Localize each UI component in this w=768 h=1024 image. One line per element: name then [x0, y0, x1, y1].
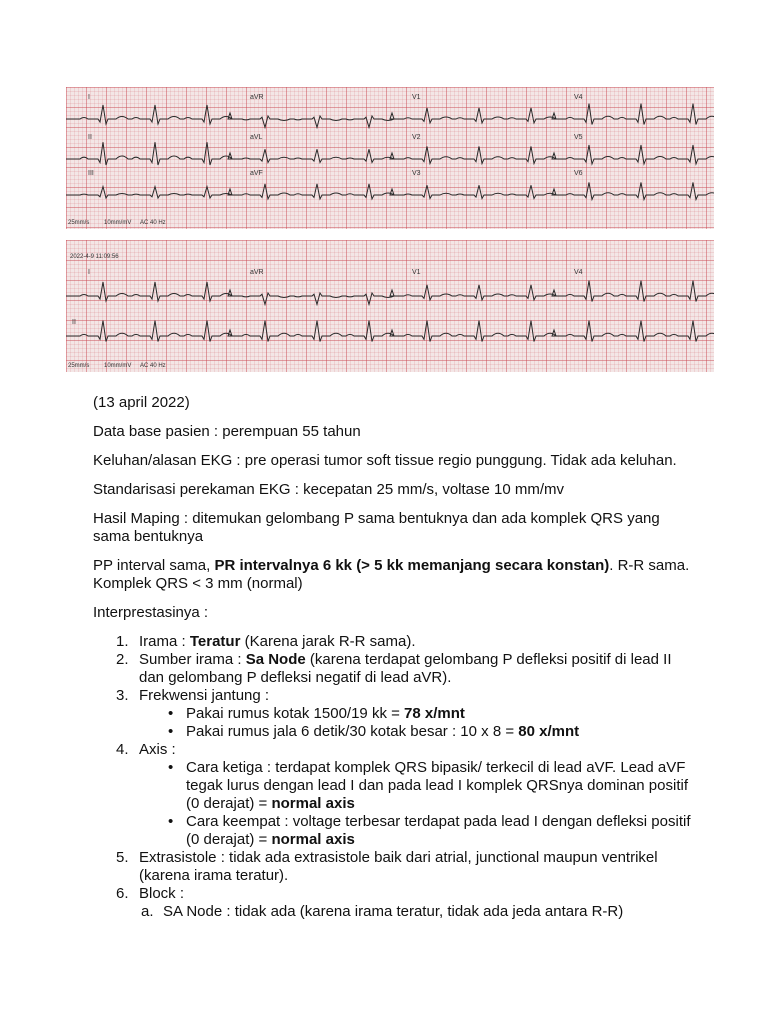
strip2-footer-text: 10mm/mV	[104, 363, 132, 369]
lead-label-avf: aVF	[250, 170, 263, 177]
lead-label-i: I	[88, 269, 90, 276]
list-item-extrasystole: 5. Extrasistole : tidak ada extrasistole baik dari atrial, junctional maupun ventrikel (karena irama teratur).	[116, 849, 658, 884]
lead-label-i: I	[88, 94, 90, 101]
ecg-trace-strip-1	[66, 87, 714, 229]
block-sublist	[139, 903, 693, 921]
list-item-six-second-method: • Pakai rumus jala 6 detik/30 kotak besar : 10 x 8 = 80 x/mnt	[186, 723, 693, 741]
patient-info: Data base pasien : perempuan 55 tahun	[93, 423, 361, 440]
lead-label-avr: aVR	[250, 269, 264, 276]
list-item-box-method: • Pakai rumus kotak 1500/19 kk = 78 x/mnt	[186, 705, 693, 723]
mapping-result: Hasil Maping : ditemukan gelombang P sama bentuknya dan ada komplek QRS yang sama bentuknya	[93, 510, 660, 545]
lead-label-v1: V1	[412, 94, 421, 101]
ecg-rhythm-row	[66, 321, 714, 342]
list-item-sa-node: a. SA Node : tidak ada (karena irama teratur, tidak ada jeda antara R-R)	[141, 903, 624, 920]
strip1-footer-text: AC 40 Hz	[140, 220, 166, 226]
ecg-strip-2	[66, 240, 714, 372]
document-body	[93, 394, 693, 921]
lead-label-avr: aVR	[250, 94, 264, 101]
interpretation-heading: Interprestasinya :	[93, 604, 209, 621]
lead-label-v2: V2	[412, 134, 421, 141]
strip2-header-text: 2022-4-9 11:09:56	[70, 254, 119, 260]
lead-label-iii: III	[88, 170, 94, 177]
lead-label-v6: V6	[574, 170, 583, 177]
lead-label-v4: V4	[574, 269, 583, 276]
list-item-rhythm: 1. Irama : Teratur (Karena jarak R-R sama).	[116, 633, 416, 650]
ecg-lead-row-1	[66, 104, 714, 128]
lead-label-avl: aVL	[250, 134, 263, 141]
axis-methods	[139, 759, 693, 849]
list-item-axis-method-4: • Cara keempat : voltage terbesar terdapat pada lead I dengan defleksi positif (0 derajat) = normal axis	[186, 813, 693, 849]
strip2-footer-text: 25mm/s	[68, 363, 90, 369]
lead-label-v5: V5	[574, 134, 583, 141]
list-item-rhythm-source: 2. Sumber irama : Sa Node (karena terdapat gelombang P defleksi positif di lead II dan gelombang P defleksi negatif di lead aVR).	[116, 651, 672, 686]
list-item-axis-method-3: • Cara ketiga : terdapat komplek QRS bipasik/ terkecil di lead aVF. Lead aVF tegak lurus dengan lead I dan pada lead I komplek QRSnya dominan positif (0 derajat) = normal axis	[186, 759, 693, 813]
strip2-footer-text: AC 40 Hz	[140, 363, 166, 369]
lead-label-v1: V1	[412, 269, 421, 276]
interpretation-list	[93, 633, 693, 921]
complaint-text: Keluhan/alasan EKG : pre operasi tumor soft tissue regio punggung. Tidak ada keluhan.	[93, 452, 677, 469]
record-date: (13 april 2022)	[93, 394, 190, 411]
strip1-footer-text: 25mm/s	[68, 220, 90, 226]
lead-label-ii: II	[88, 134, 92, 141]
heart-rate-methods	[139, 705, 693, 741]
ecg-lead-row-1	[66, 281, 714, 305]
interval-findings: PP interval sama, PR intervalnya 6 kk (> 5 kk memanjang secara konstan). R-R sama. Komplek QRS < 3 mm (normal)	[93, 557, 690, 592]
ecg-lead-row-2	[66, 142, 714, 165]
ecg-trace-strip-2	[66, 240, 714, 372]
lead-label-v3: V3	[412, 170, 421, 177]
list-item-block: 6. Block : a. SA Node : tidak ada (karena irama teratur, tidak ada jeda antara R-R)	[139, 885, 693, 921]
lead-label-v4: V4	[574, 94, 583, 101]
recording-standard: Standarisasi perekaman EKG : kecepatan 25 mm/s, voltase 10 mm/mv	[93, 481, 565, 498]
list-item-heart-rate: 3. Frekwensi jantung : • Pakai rumus kotak 1500/19 kk = 78 x/mnt • Pakai rumus jala 6 detik/30 kotak besar : 10 x 8 = 80 x/mnt	[139, 687, 693, 741]
ecg-lead-row-3	[66, 182, 714, 199]
strip1-footer-text: 10mm/mV	[104, 220, 132, 226]
ecg-strip-1	[66, 87, 714, 229]
list-item-axis: 4. Axis : • Cara ketiga : terdapat komplek QRS bipasik/ terkecil di lead aVF. Lead aVF tegak lurus dengan lead I dan pada lead I komplek QRSnya dominan positif (0 derajat) = normal axis • Cara keempat : voltage terbesar terdapat pada lead I dengan defleksi positif (0 derajat) = normal axis	[139, 741, 693, 849]
lead-label-ii-rhythm: II	[72, 319, 76, 326]
